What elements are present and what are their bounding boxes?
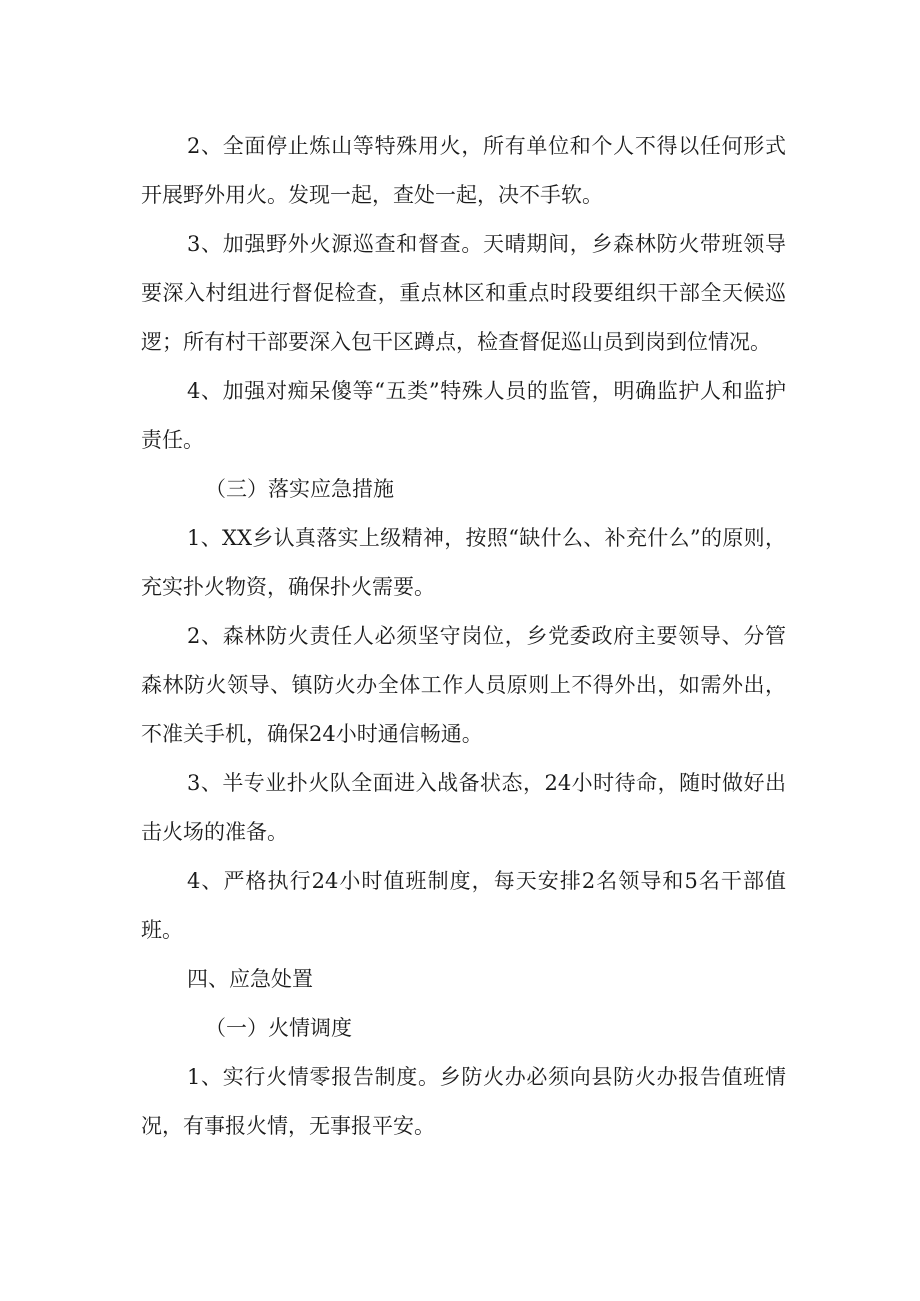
section-heading-emergency-response: 四、应急处置 bbox=[187, 967, 313, 991]
paragraph-firefighting-supplies: 1、XX乡认真落实上级精神，按照“缺什么、补充什么”的原则，充实扑火物资，确保扑火需要。 bbox=[141, 526, 786, 599]
paragraph-duty-system: 4、严格执行24小时值班制度，每天安排2名领导和5名干部值班。 bbox=[141, 869, 786, 942]
section-heading-emergency-measures: （三）落实应急措施 bbox=[205, 477, 394, 501]
paragraph-firefighting-team: 3、半专业扑火队全面进入战备状态，24小时待命，随时做好出击火场的准备。 bbox=[141, 771, 786, 844]
document-body bbox=[141, 122, 786, 1151]
paragraph-responsible-persons: 2、森林防火责任人必须坚守岗位，乡党委政府主要领导、分管森林防火领导、镇防火办全体工作人员原则上不得外出，如需外出，不准关手机，确保24小时通信畅通。 bbox=[141, 624, 786, 746]
section-heading-fire-dispatch: （一）火情调度 bbox=[205, 1016, 352, 1040]
paragraph-zero-report: 1、实行火情零报告制度。乡防火办必须向县防火办报告值班情况，有事报火情，无事报平安。 bbox=[141, 1065, 786, 1138]
paragraph-patrol-inspection: 3、加强野外火源巡查和督查。天晴期间，乡森林防火带班领导要深入村组进行督促检查，重点林区和重点时段要组织干部全天候巡逻；所有村干部要深入包干区蹲点，检查督促巡山员到岗到位情况。 bbox=[141, 232, 786, 354]
paragraph-special-personnel: 4、加强对痴呆傻等“五类”特殊人员的监管，明确监护人和监护责任。 bbox=[141, 379, 786, 452]
paragraph-fire-ban: 2、全面停止炼山等特殊用火，所有单位和个人不得以任何形式开展野外用火。发现一起，查处一起，决不手软。 bbox=[141, 134, 786, 207]
